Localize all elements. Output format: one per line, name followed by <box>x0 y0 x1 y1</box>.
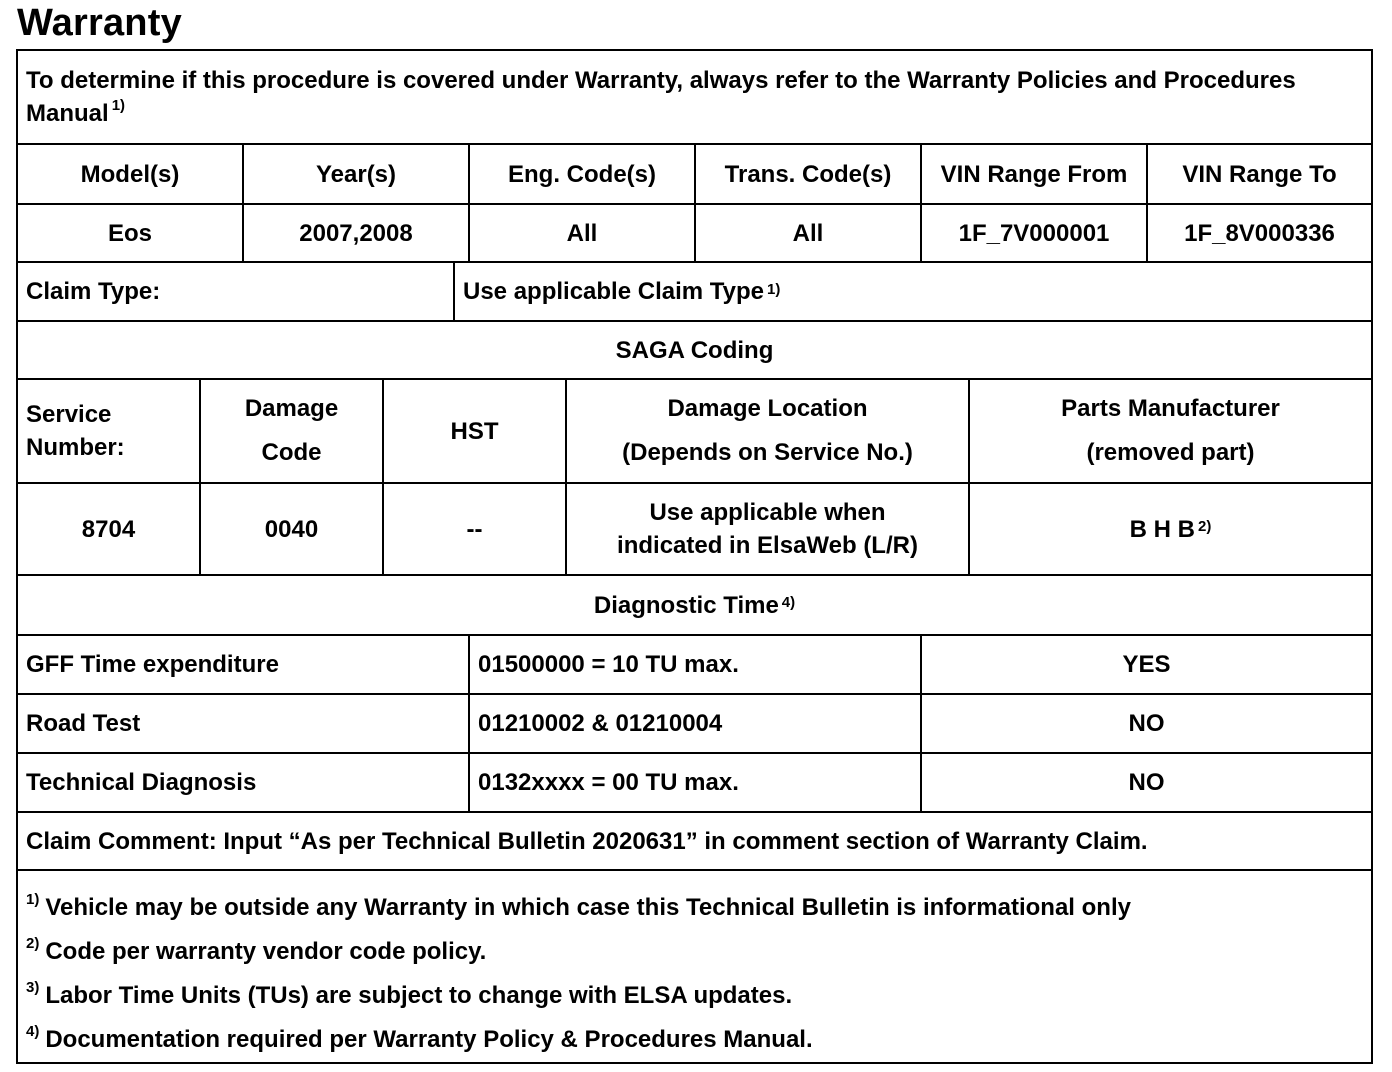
footnote-mark: 2) <box>26 935 40 952</box>
claim-type-value: Use applicable Claim Type $^{1)}$ <box>455 263 1371 322</box>
header-eng-codes: Eng. Code(s) <box>470 145 696 205</box>
saga-coding-title: SAGA Coding <box>18 322 1371 380</box>
diagnostic-row-name: Road Test <box>18 695 470 754</box>
diagnostic-row-code: 01210002 & 01210004 <box>470 695 922 754</box>
footnote-mark: 4) <box>26 1023 40 1040</box>
intro-footnote-mark: 1) <box>111 97 126 114</box>
diagnostic-row-value: NO <box>922 754 1371 813</box>
footnotes <box>18 871 1371 1062</box>
header-vin-to: VIN Range To <box>1148 145 1371 205</box>
footnote-mark: 3) <box>26 979 40 996</box>
header-damage-location: Damage Location (Depends on Service No.) <box>567 380 970 484</box>
value-years: 2007,2008 <box>244 205 470 263</box>
header-trans-codes: Trans. Code(s) <box>696 145 922 205</box>
diagnostic-time-title: Diagnostic Time $^{4)}$ <box>18 576 1371 636</box>
footnote-2: $^{2)}$ Code per warranty vendor code policy. <box>26 935 487 965</box>
diagnostic-row-name: Technical Diagnosis <box>18 754 470 813</box>
header-years: Year(s) <box>244 145 470 205</box>
footnote-4: $^{4)}$ Documentation required per Warranty Policy & Procedures Manual. <box>26 1023 813 1053</box>
page-title: Warranty <box>17 2 182 44</box>
header-hst: HST <box>384 380 567 484</box>
value-model: Eos <box>18 205 244 263</box>
value-damage-location: Use applicable when indicated in ElsaWeb (L/R) <box>567 484 970 576</box>
claim-comment: Claim Comment: Input “As per Technical Bulletin 2020631” in comment section of Warranty Claim. <box>18 813 1371 871</box>
header-damage-code: Damage Code <box>201 380 384 484</box>
diagnostic-row-name: GFF Time expenditure <box>18 636 470 695</box>
footnote-3: $^{3)}$ Labor Time Units (TUs) are subject to change with ELSA updates. <box>26 979 793 1009</box>
intro-text: To determine if this procedure is covered under Warranty, always refer to the Warranty Policies and Procedures Manual $^{1)}$ <box>26 67 1296 127</box>
diagnostic-row-value: YES <box>922 636 1371 695</box>
value-service-number: 8704 <box>18 484 201 576</box>
footnote-1: $^{1)}$ Vehicle may be outside any Warranty in which case this Technical Bulletin is informational only <box>26 891 1131 921</box>
warranty-table <box>16 49 1373 1064</box>
value-damage-code: 0040 <box>201 484 384 576</box>
diagnostic-row-code: 01500000 = 10 TU max. <box>470 636 922 695</box>
value-parts-manufacturer: B H B $^{2)}$ <box>970 484 1371 576</box>
value-vin-to: 1F_8V000336 <box>1148 205 1371 263</box>
diagnostic-row-value: NO <box>922 695 1371 754</box>
diagnostic-row-code: 0132xxxx = 00 TU max. <box>470 754 922 813</box>
header-service-number: Service Number: <box>18 380 201 484</box>
value-hst: -- <box>384 484 567 576</box>
value-eng-codes: All <box>470 205 696 263</box>
claim-type-label: Claim Type: <box>18 263 455 322</box>
header-parts-manufacturer: Parts Manufacturer (removed part) <box>970 380 1371 484</box>
header-vin-from: VIN Range From <box>922 145 1148 205</box>
footnote-mark: 1) <box>26 891 40 908</box>
intro-cell <box>18 51 1371 145</box>
value-vin-from: 1F_7V000001 <box>922 205 1148 263</box>
header-models: Model(s) <box>18 145 244 205</box>
value-trans-codes: All <box>696 205 922 263</box>
